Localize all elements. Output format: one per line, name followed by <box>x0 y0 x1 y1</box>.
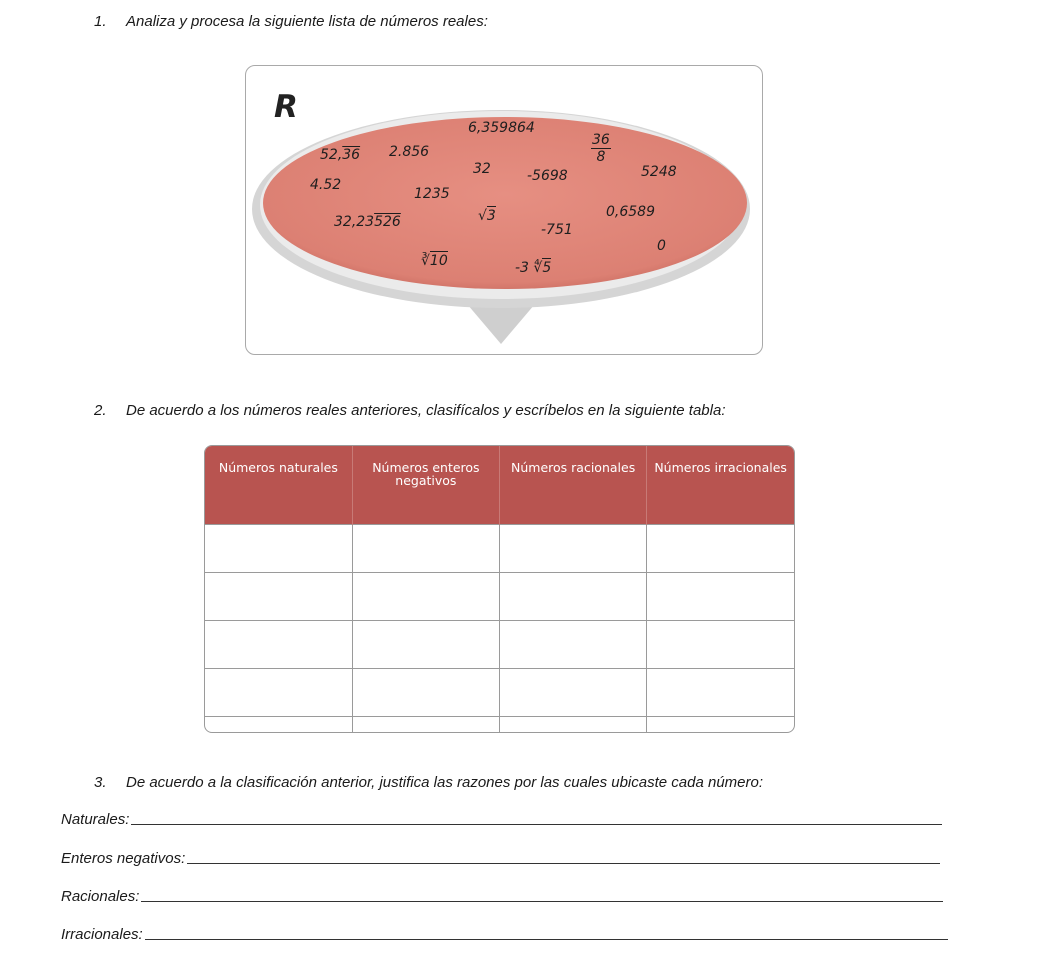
table-cell[interactable] <box>500 669 647 717</box>
question-3 <box>94 774 763 791</box>
answer-racionales-line[interactable] <box>141 900 943 902</box>
number-neg-3-root-5: -3 ∜5 <box>515 260 552 276</box>
table-cell[interactable] <box>205 669 352 717</box>
header-naturales: Números naturales <box>205 446 352 525</box>
table-row <box>205 621 794 669</box>
table-cell[interactable] <box>352 573 499 621</box>
number-52-periodic: 52,36 <box>320 147 361 163</box>
question-1-number: 1. <box>94 13 107 30</box>
table-cell[interactable] <box>500 573 647 621</box>
table-cell[interactable] <box>205 573 352 621</box>
number-cbrt-10: ∛10 <box>421 253 448 269</box>
question-1 <box>94 13 488 30</box>
table-cell[interactable] <box>500 525 647 573</box>
question-3-number: 3. <box>94 774 107 791</box>
header-enteros-negativos: Números enteros negativos <box>352 446 499 525</box>
question-2-text: De acuerdo a los números reales anteriores, clasifícalos y escríbelos en la siguiente tabla: <box>126 402 726 419</box>
table-row <box>205 669 794 717</box>
number-2856: 2.856 <box>389 144 430 160</box>
answer-naturales-line[interactable] <box>131 823 942 825</box>
number-neg-751: -751 <box>541 222 573 238</box>
number-6359864: 6,359864 <box>468 120 535 136</box>
number-3223-periodic: 32,23526 <box>334 214 401 230</box>
answer-enteros-negativos-line[interactable] <box>187 862 940 864</box>
question-2-number: 2. <box>94 402 107 419</box>
table-row <box>205 573 794 621</box>
number-fraction-36-8: $\frac{36}{8}$ <box>592 132 610 165</box>
number-06589: 0,6589 <box>606 204 655 220</box>
question-3-text: De acuerdo a la clasificación anterior, justifica las razones por las cuales ubicaste cada número: <box>126 774 764 791</box>
table-cell[interactable] <box>647 621 794 669</box>
table-cell[interactable] <box>205 525 352 573</box>
answer-racionales-label: Racionales: <box>61 888 140 905</box>
header-irracionales: Números irracionales <box>647 446 794 525</box>
table-cell[interactable] <box>647 573 794 621</box>
question-2 <box>94 402 725 419</box>
table-cell[interactable] <box>352 525 499 573</box>
number-neg-5698: -5698 <box>527 168 568 184</box>
table-cell[interactable] <box>205 717 352 734</box>
number-32: 32 <box>473 161 491 177</box>
table-cell[interactable] <box>205 621 352 669</box>
table-cell[interactable] <box>647 525 794 573</box>
number-5248: 5248 <box>641 164 677 180</box>
table-cell[interactable] <box>352 717 499 734</box>
number-452: 4.52 <box>310 177 342 193</box>
number-0: 0 <box>657 238 666 254</box>
table-cell[interactable] <box>647 717 794 734</box>
real-numbers-figure <box>245 65 763 355</box>
answer-enteros-negativos-label: Enteros negativos: <box>61 850 186 867</box>
answer-irracionales-line[interactable] <box>145 938 948 940</box>
classification-table <box>204 445 795 733</box>
table-cell[interactable] <box>352 621 499 669</box>
set-label: R <box>274 89 298 125</box>
table-cell[interactable] <box>647 669 794 717</box>
answer-irracionales-label: Irracionales: <box>61 926 143 943</box>
answer-enteros-negativos <box>61 850 940 867</box>
answer-irracionales <box>61 926 948 943</box>
ellipse-graphic <box>246 66 764 356</box>
header-racionales: Números racionales <box>500 446 647 525</box>
number-1235: 1235 <box>414 186 450 202</box>
table-cell[interactable] <box>500 717 647 734</box>
table-row <box>205 525 794 573</box>
answer-naturales-label: Naturales: <box>61 811 130 828</box>
number-sqrt-3: √3 <box>478 208 496 224</box>
question-1-text: Analiza y procesa la siguiente lista de números reales: <box>126 13 488 30</box>
answer-naturales <box>61 811 942 828</box>
table-cell[interactable] <box>500 621 647 669</box>
answer-racionales <box>61 888 943 905</box>
table-cell[interactable] <box>352 669 499 717</box>
table-row <box>205 717 794 734</box>
